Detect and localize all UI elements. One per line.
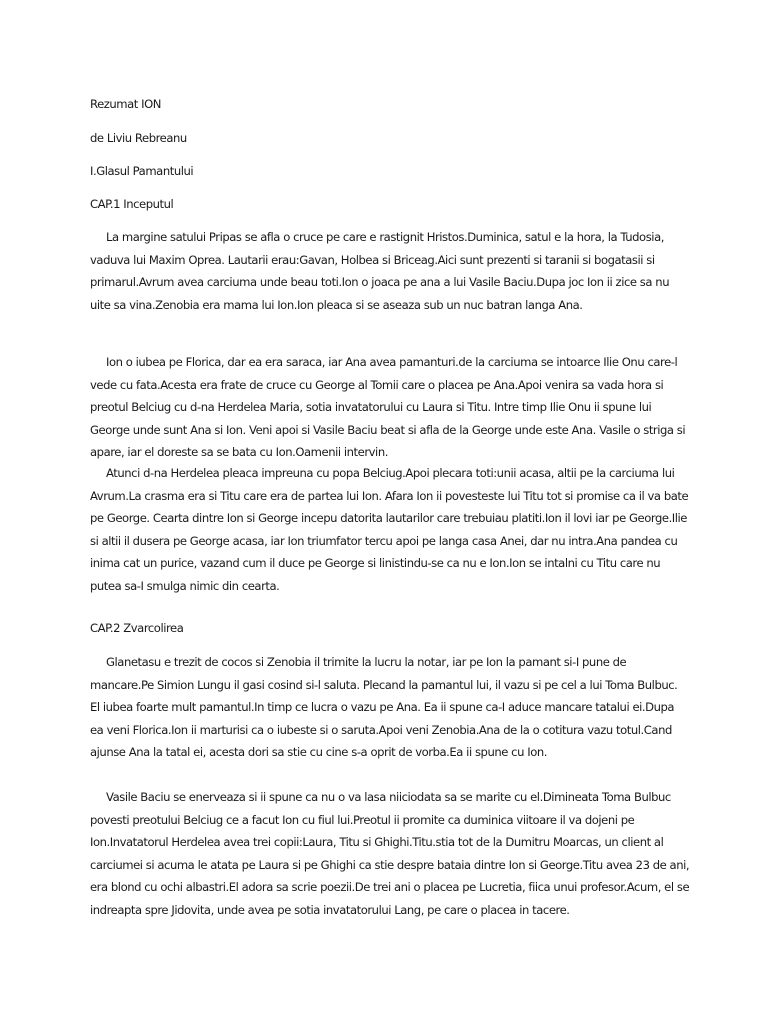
chapter-1-paragraph-3: Atunci d-na Herdelea pleaca impreuna cu popa Belciug.Apoi plecara toti:unii acasa, altii pe la carciuma lui Avrum.La crasma era si Titu care era de partea lui Ion. Afara Ion ii povesteste lui Titu tot si promise ca il va bate pe George. Cearta dintre Ion si George incepu datorita lautarilor care trebuiau platiti.Ion il lovi iar pe George.Ilie si altii il dusera pe George acasa, iar Ion triumfator tercu apoi pe langa casa Anei, dar nu intra.Ana pandea cu inima cat un purice, vazand cum il duce pe George si linistindu-se ca nu e Ion.Ion se intalni cu Titu care nu putea sa-I smulga nimic din cearta.	[90, 466, 689, 593]
chapter-1-heading: CAP.1 Inceputul	[90, 197, 174, 211]
part-title: I.Glasul Pamantului	[90, 164, 194, 178]
document-author: de Liviu Rebreanu	[90, 131, 187, 145]
chapter-2-heading: CAP.2 Zvarcolirea	[90, 621, 184, 635]
chapter-1-paragraph-2: Ion o iubea pe Florica, dar ea era saraca, iar Ana avea pamanturi.de la carciuma se intoarce Ilie Onu care-l vede cu fata.Acesta era frate de cruce cu George al Tomii care o placea pe Ana.Apoi venira sa vada hora si preotul Belciug cu d-na Herdelea Maria, sotia invatatorului cu Laura si Titu. Intre timp Ilie Onu ii spune lui George unde sunt Ana si Ion. Veni apoi si Vasile Baciu beat si afla de la George unde este Ana. Vasile o striga si apare, iar el doreste sa se bata cu Ion.Oamenii intervin.	[90, 355, 686, 459]
document-title: Rezumat ION	[90, 97, 161, 111]
chapter-2-paragraph-1: Glanetasu e trezit de cocos si Zenobia il trimite la lucru la notar, iar pe Ion la pamant si-I pune de mancare.Pe Simion Lungu il gasi cosind si-l saluta. Plecand la pamantul lui, il vazu si pe cel a lui Toma Bulbuc. El iubea foarte mult pamantul.In timp ce lucra o vazu pe Ana. Ea ii spune ca-I aduce mancare tatalui ei.Dupa ea veni Florica.Ion ii marturisi ca o iubeste si o saruta.Apoi veni Zenobia.Ana de la o cotitura vazu totul.Cand ajunse Ana la tatal ei, acesta dori sa stie cu cine s-a oprit de vorba.Ea ii spune cu Ion.	[90, 655, 678, 759]
chapter-2-paragraph-2: Vasile Baciu se enerveaza si ii spune ca nu o va lasa niiciodata sa se marite cu el.Dimineata Toma Bulbuc povesti preotului Belciug ce a facut Ion cu fiul lui.Preotul ii promite ca duminica viitoare il va dojeni pe Ion.Invatatorul Herdelea avea trei copii:Laura, Titu si Ghighi.Titu.stia tot de la Dumitru Moarcas, un client al carciumei si acuma le atata pe Laura si pe Ghighi ca stie despre bataia dintre Ion si George.Titu avea 23 de ani, era blond cu ochi albastri.El adora sa scrie poezii.De trei ani o placea pe Lucretia, fiica unui profesor.Acum, el se indreapta spre Jidovita, unde avea pe sotia invatatorului Lang, pe care o placea in tacere.	[90, 790, 690, 917]
chapter-1-paragraph-1: La margine satului Pripas se afla o cruce pe care e rastignit Hristos.Duminica, satul e la hora, la Tudosia, vaduva lui Maxim Oprea. Lautarii erau:Gavan, Holbea si Briceag.Aici sunt prezenti si taranii si bogatasii si primarul.Avrum avea carciuma unde beau toti.Ion o joaca pe ana a lui Vasile Baciu.Dupa joc Ion ii zice sa nu uite sa vina.Zenobia era mama lui Ion.Ion pleaca si se aseaza sub un nuc batran langa Ana.	[90, 230, 670, 312]
